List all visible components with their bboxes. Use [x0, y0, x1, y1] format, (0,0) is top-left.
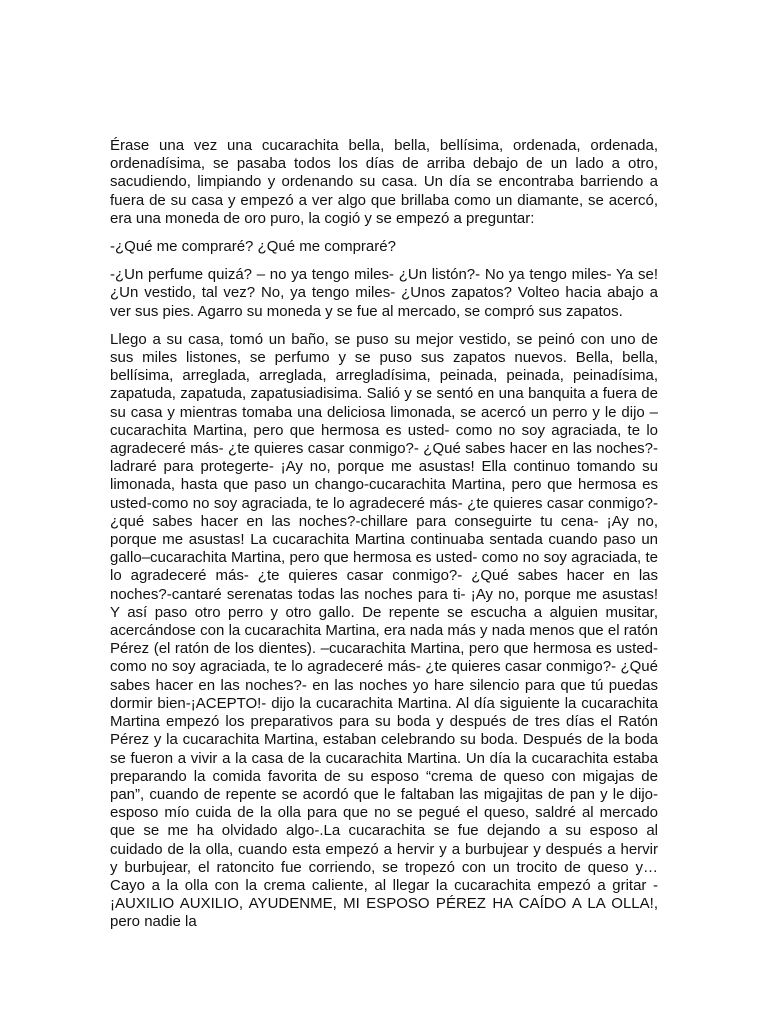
paragraph-story-main: Llego a su casa, tomó un baño, se puso su mejor vestido, se peinó con uno de sus miles listones, se perfumo y se puso sus zapatos nuevos. Bella, bella, bellísima, arreglada, arreglada, arregladísima, peinada, peinada, peinadísima, zapatuda, zapatuda, zapatusiadisima. Salió y se sentó en una banquita a fuera de su casa y mientras tomaba una deliciosa limonada, se acercó un perro y le dijo –cucarachita Martina, pero que hermosa es usted- como no soy agraciada, te lo agradeceré más- ¿te quieres casar conmigo?- ¿Qué sabes hacer en las noches?-ladraré para protegerte- ¡Ay no, porque me asustas! Ella continuo tomando su limonada, hasta que paso un chango-cucarachita Martina, pero que hermosa es usted-como no soy agraciada, te lo agradeceré más- ¿te quieres casar conmigo?- ¿qué sabes hacer en las noches?-chillare para conseguirte tu cena- ¡Ay no, porque me asustas! La cucarachita Martina continuaba sentada cuando paso un gallo–cucarachita Martina, pero que hermosa es usted- como no soy agraciada, te lo agradeceré más- ¿te quieres casar conmigo?- ¿Qué sabes hacer en las noches?-cantaré serenatas todas las noches para ti- ¡Ay no, porque me asustas! Y así paso otro perro y otro gallo. De repente se escucha a alguien musitar, acercándose con la cucarachita Martina, era nada más y nada menos que el ratón Pérez (el ratón de los dientes). –cucarachita Martina, pero que hermosa es usted- como no soy agraciada, te lo agradeceré más- ¿te quieres casar conmigo?- ¿Qué sabes hacer en las noches?- en las noches yo hare silencio para que tú puedas dormir bien-¡ACEPTO!- dijo la cucarachita Martina. Al día siguiente la cucarachita Martina empezó los preparativos para su boda y después de tres días el Ratón Pérez y la cucarachita Martina, estaban celebrando su boda. Después de la boda se fueron a vivir a la casa de la cucarachita Martina. Un día la cucarachita estaba preparando la comida favorita de su esposo “crema de queso con migajas de pan”, cuando de repente se acordó que le faltaban las migajitas de pan y le dijo-esposo mío cuida de la olla para que no se pegué el queso, saldré al mercado que se me ha olvidado algo-.La cucarachita se fue dejando a su esposo al cuidado de la olla, cuando esta empezó a hervir y a burbujear y después a hervir y burbujear, el ratoncito fue corriendo, se tropezó con un trocito de queso y… Cayo a la olla con la crema caliente, al llegar la cucarachita empezó a gritar -¡AUXILIO AUXILIO, AYUDENME, MI ESPOSO PÉREZ HA CAÍDO A LA OLLA!, pero nadie la [110, 330, 658, 931]
paragraph-shopping: -¿Un perfume quizá? – no ya tengo miles- ¿Un listón?- No ya tengo miles- Ya se! ¿Un vestido, tal vez? No, ya tengo miles- ¿Unos zapatos? Volteo hacia abajo a ver sus pies. Agarro su moneda y se fue al mercado, se compró sus zapatos. [110, 266, 658, 320]
paragraph-question: -¿Qué me compraré? ¿Qué me compraré? [110, 238, 396, 256]
story-text [110, 137, 658, 942]
paragraph-intro: Érase una vez una cucarachita bella, bella, bellísima, ordenada, ordenada, ordenadísima, se pasaba todos los días de arriba debajo de un lado a otro, sacudiendo, limpiando y ordenando su casa. Un día se encontraba barriendo a fuera de su casa y empezó a ver algo que brillaba como un diamante, se acercó, era una moneda de oro puro, la cogió y se empezó a preguntar: [110, 137, 658, 227]
